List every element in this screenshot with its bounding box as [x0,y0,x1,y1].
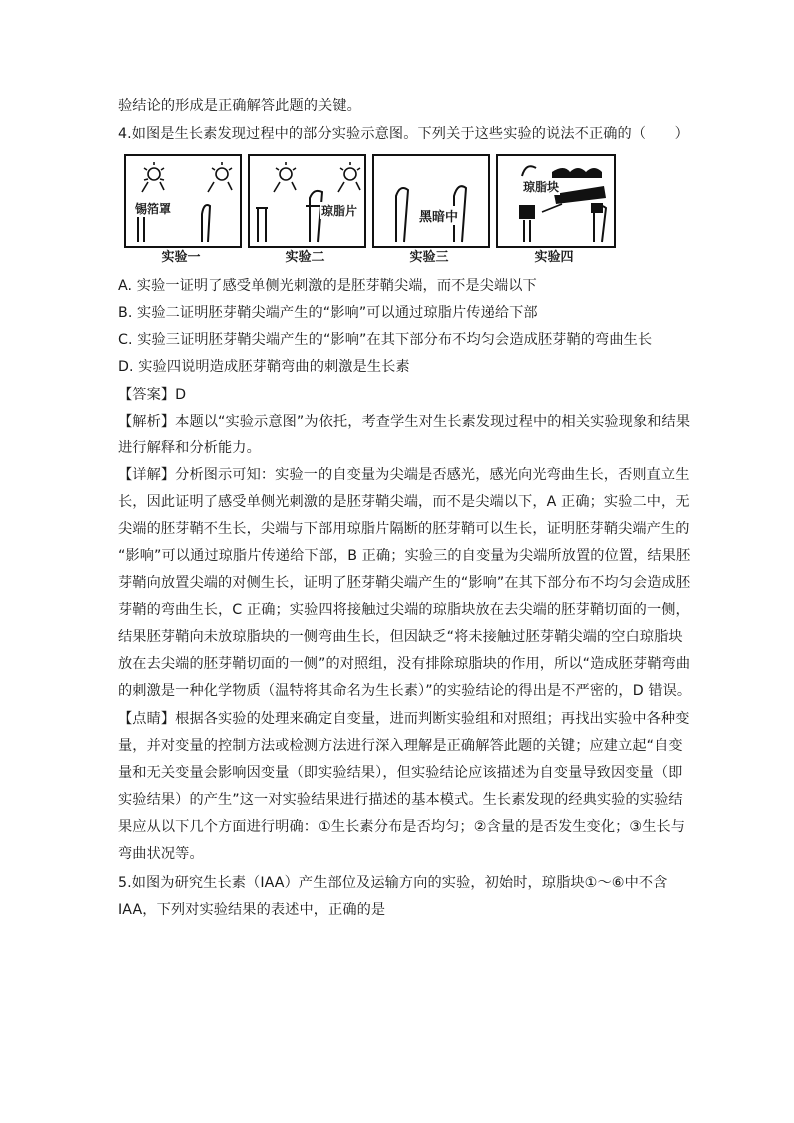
tip-line: 弯曲状况等。 [118,846,204,862]
coleoptile-drawing [256,191,324,242]
label-darkness: 黑暗中 [418,206,459,225]
option-d: D. 实验四说明造成胚芽鞘弯曲的刺激是生长素 [118,359,410,375]
analysis-line: 【解析】本题以“实验示意图”为依托，考查学生对生长素发现过程中的相关实验现象和结果 [118,414,691,430]
option-b: B. 实验二证明胚芽鞘尖端产生的“影响”可以通过琼脂片传递给下部 [118,305,538,321]
option-a: A. 实验一证明了感受单侧光刺激的是胚芽鞘尖端，而不是尖端以下 [118,278,537,294]
question-4-stem: 4.如图是生长素发现过程中的部分实验示意图。下列关于这些实验的说法不正确的（ ） [118,126,689,142]
sun-icon [208,162,232,192]
tip-line: 量，并对变量的控制方法或检测方法进行深入理解是正确解答此题的关键；应建立起“自变 [118,738,683,754]
text-line: 验结论的形成是正确解答此题的关键。 [118,98,361,114]
analysis-line: 进行解释和分析能力。 [118,440,261,456]
sun-icon [338,162,360,192]
sun-icon [274,162,296,192]
experiment-drawings [124,154,620,246]
detail-line: 芽鞘的弯曲生长，C 正确；实验四将接触过尖端的琼脂块放在去尖端的胚芽鞘切面的一侧， [118,602,690,618]
option-c: C. 实验三证明胚芽鞘尖端产生的“影响”在其下部分布不均匀会造成胚芽鞘的弯曲生长 [118,332,653,348]
detail-line: “影响”可以通过琼脂片传递给下部，B 正确；实验三的自变量为尖端所放置的位置，结果胚 [118,548,691,564]
label-agar-block: 琼脂块 [523,180,560,194]
detail-line: 的刺激是一种化学物质（温特将其命名为生长素）”的实验结论的得出是不严密的，D 错误。 [118,683,692,699]
question-5-stem: 5.如图为研究生长素（IAA）产生部位及运输方向的实验，初始时，琼脂块①～⑥中不含 [118,875,668,891]
caption-experiment-3: 实验三 [409,250,449,265]
detail-line: 长，因此证明了感受单侧光刺激的是胚芽鞘尖端，而不是尖端以下，A 正确；实验二中，无 [118,494,690,510]
answer-line: 【答案】D [118,387,187,403]
label-agar-sheet: 琼脂片 [321,204,358,218]
detail-line: 【详解】分析图示可知：实验一的自变量为尖端是否感光，感光向光弯曲生长，否则直立生 [118,467,690,483]
tip-line: 【点睛】根据各实验的处理来确定自变量，进而判断实验组和对照组；再找出实验中各种变 [118,711,690,727]
detail-line: 芽鞘向放置尖端的对侧生长，证明了胚芽鞘尖端产生的“影响”在其下部分布不均匀会造成胚 [118,575,691,591]
label-foil-cap: 锡箔罩 [135,202,172,216]
experiment-figure [124,154,620,264]
detail-line: 尖端的胚芽鞘不生长，尖端与下部用琼脂片隔断的胚芽鞘可以生长，证明胚芽鞘尖端产生的 [118,521,690,537]
question-5-stem: IAA，下列对实验结果的表述中，正确的是 [118,902,386,918]
caption-experiment-1: 实验一 [161,250,201,265]
sun-icon [142,162,164,192]
detail-line: 放在去尖端的胚芽鞘切面的一侧”的对照组，没有排除琼脂块的作用，所以“造成胚芽鞘弯曲 [118,656,691,672]
caption-experiment-2: 实验二 [285,250,325,265]
detail-line: 结果胚芽鞘向未放琼脂块的一侧弯曲生长，但因缺乏“将未接触过胚芽鞘尖端的空白琼脂块 [118,629,683,645]
tip-line: 果应从以下几个方面进行明确：①生长素分布是否均匀；②含量的是否发生变化；③生长与 [118,819,686,835]
caption-experiment-4: 实验四 [534,250,574,265]
tip-line: 实验结果）的产生”这一对实验结果进行描述的基本模式。生长素发现的经典实验的实验结 [118,792,683,808]
tip-line: 量和无关变量会影响因变量（即实验结果），但实验结论应该描述为自变量导致因变量（即 [118,765,683,781]
